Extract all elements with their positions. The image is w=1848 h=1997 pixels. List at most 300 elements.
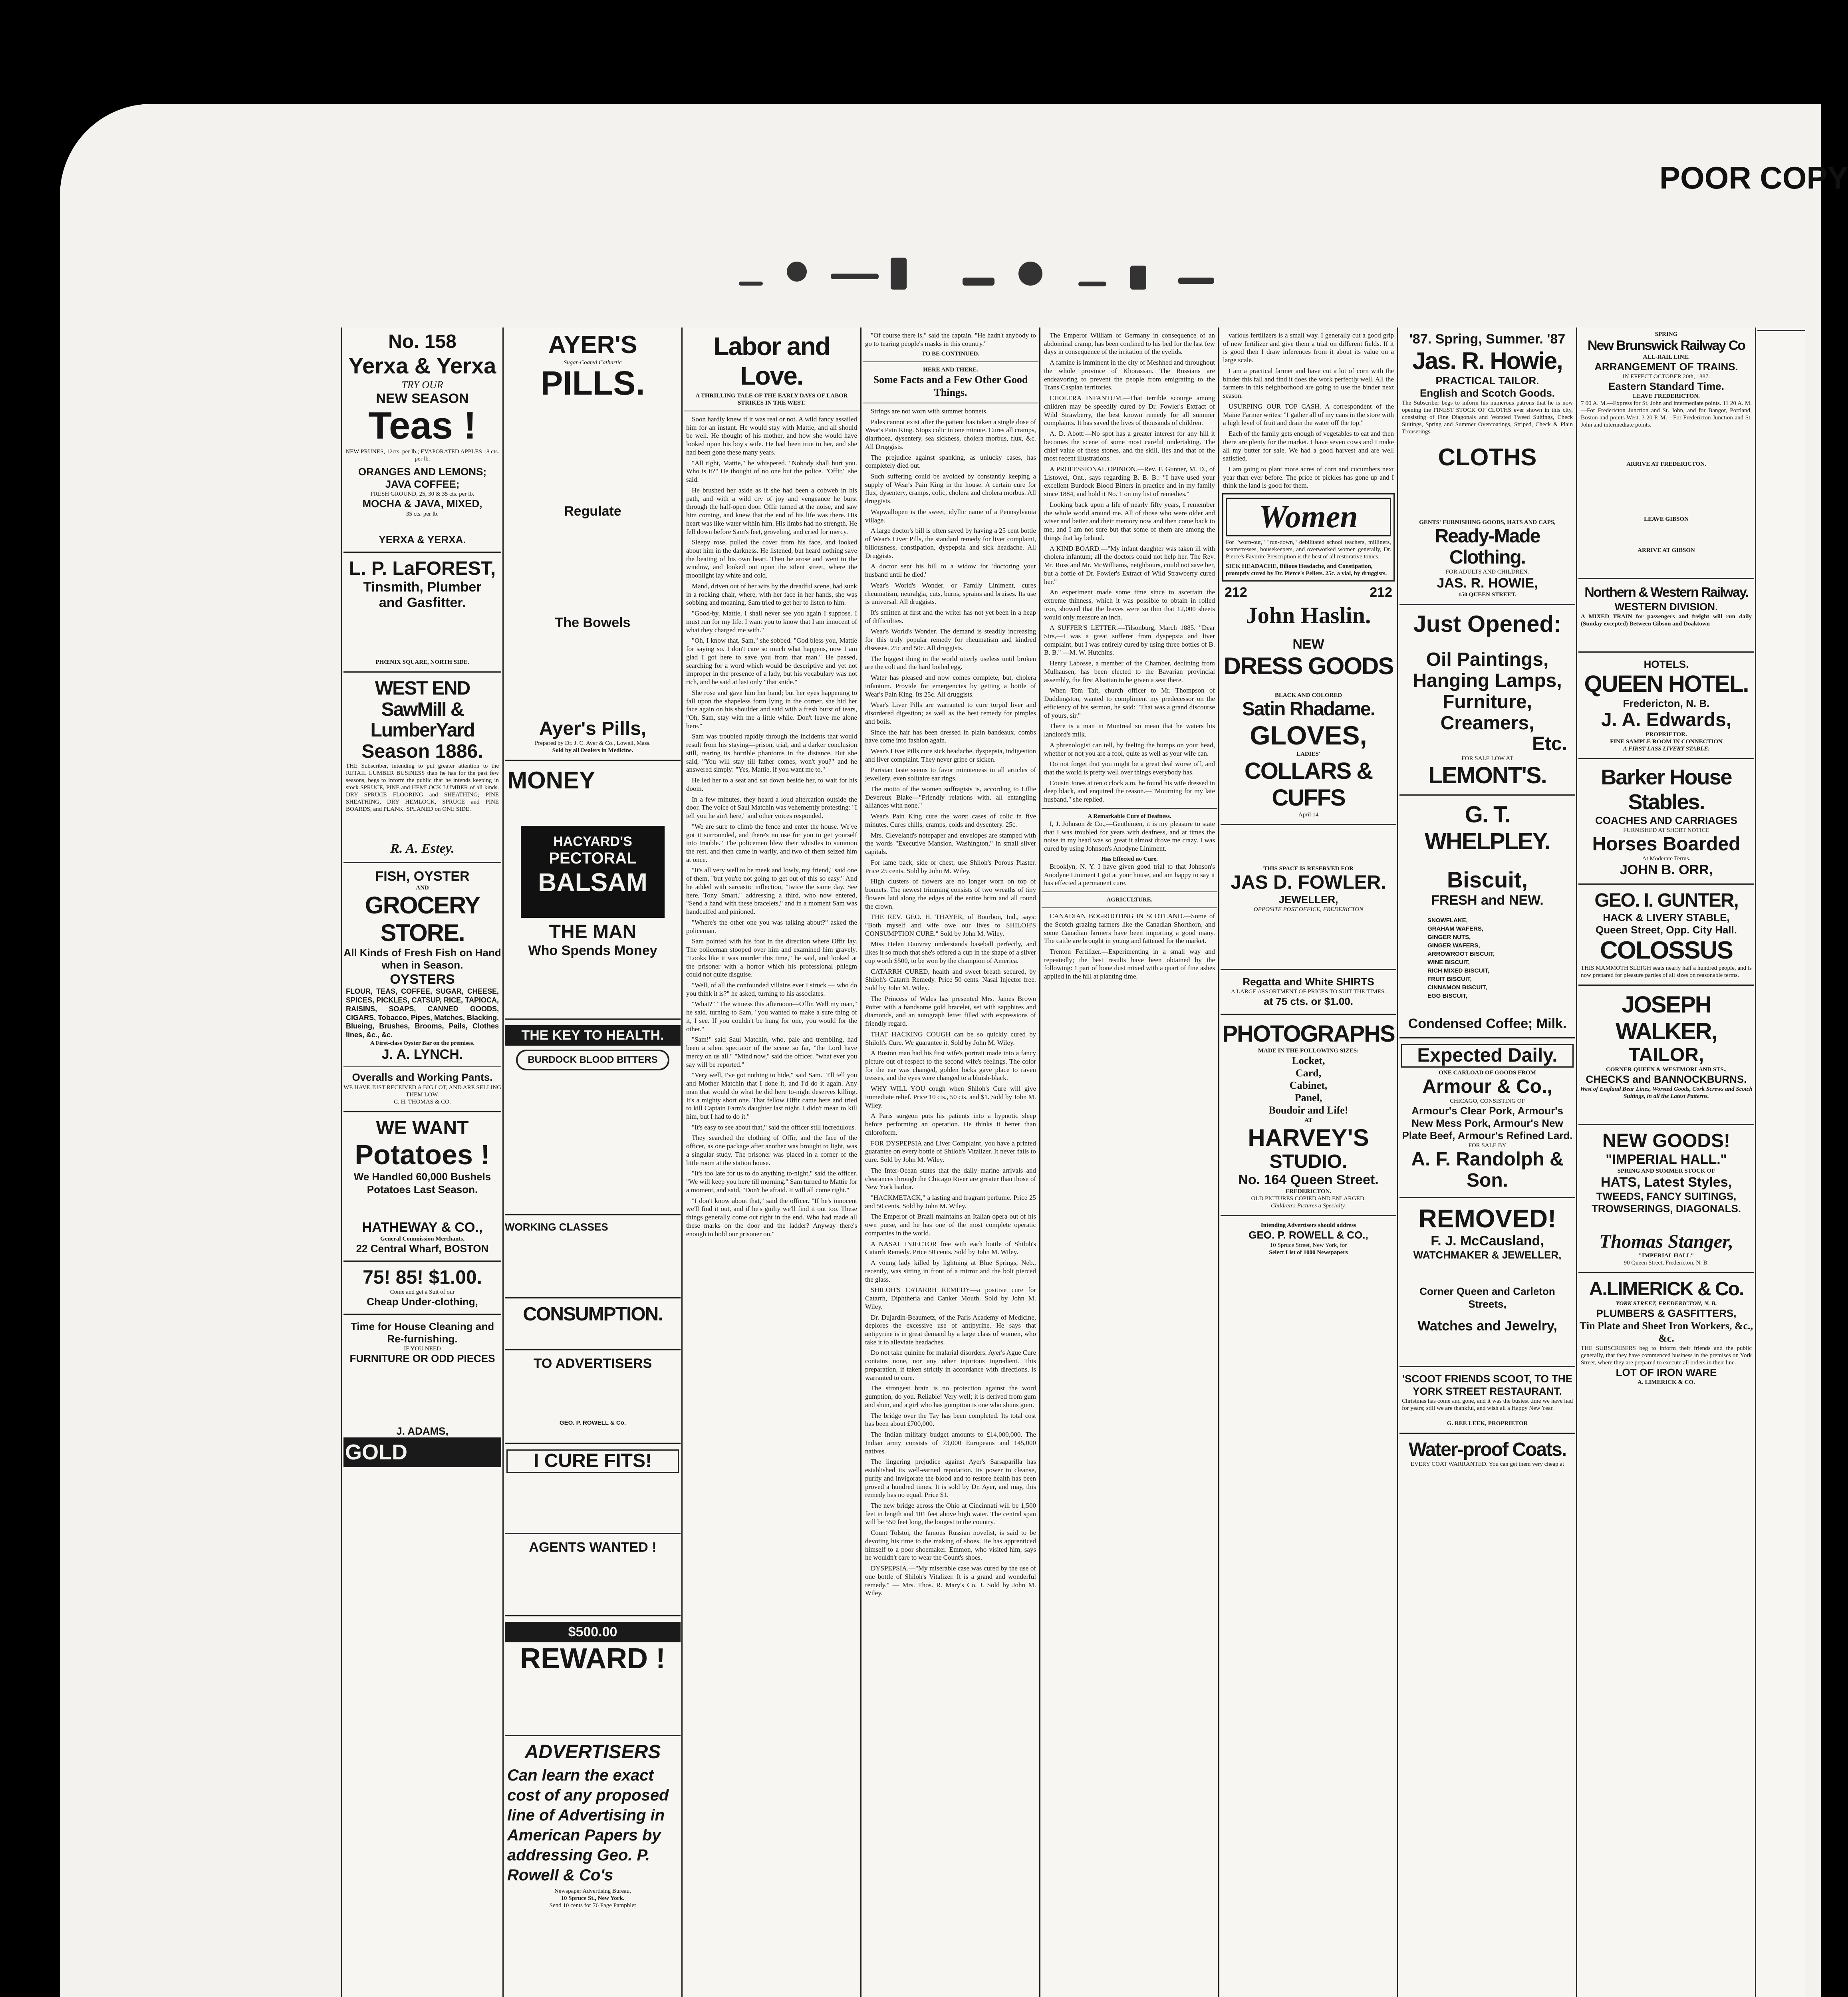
column-1 <box>343 328 501 1997</box>
harvey-fredericton: FREDERICTON. <box>1285 1188 1332 1195</box>
trowserings-line: TROWSERINGS, DIAGONALS. <box>1591 1203 1741 1215</box>
story-paragraph: She rose and gave him her hand; but her eyes happening to fall upon the shapeless form lying in the corner, she hid her face again on his shoulder and said with a fresh burst of tears, "Oh, Sam, stay with me a little while. Don't leave me alone here." <box>686 689 857 730</box>
leave-fredericton: LEAVE FREDERICTON. <box>1633 393 1700 400</box>
story-subtitle: A THRILLING TALE OF THE EARLY DAYS OF LABOR STRIKES IN THE WEST. <box>695 393 848 406</box>
carload-line: ONE CARLOAD OF GOODS FROM <box>1439 1070 1536 1076</box>
dress-goods: DRESS GOODS <box>1223 653 1393 680</box>
ayers-sold: Sold by all Dealers in Medicine. <box>552 747 633 754</box>
news-item: Strings are not worn with summer bonnets. <box>871 407 988 415</box>
size-boudoir: Boudoir and Life! <box>1268 1104 1348 1116</box>
creamers-word: Creamers, <box>1440 712 1534 734</box>
to-advertisers: TO ADVERTISERS <box>533 1356 652 1371</box>
news-item: Do not take quinine for malarial disorders. Ayer's Ague Cure contains none, nor any other injurious ingredient. This preparation, if taken strictly in accordance with directions, is warranted to cure. <box>865 1349 1036 1382</box>
pills-heading: PILLS. <box>540 364 645 402</box>
biscuit-item: GRAHAM WAFERS, <box>1427 925 1483 933</box>
cure-fits: I CURE FITS! <box>506 1449 679 1473</box>
next-page-edge <box>1757 328 1805 1997</box>
gloves-heading: GLOVES, <box>1250 721 1367 750</box>
condensed-line: Condensed Coffee; Milk. <box>1408 1016 1567 1032</box>
leek-proprietor: G. REE LEEK, PROPRIETOR <box>1447 1420 1528 1427</box>
can-learn: Can learn the exact cost of any proposed line of Advertising in American Papers by addressing Geo. P. Rowell & Co's <box>507 1766 669 1884</box>
news-item: Each of the family gets enough of vegetables to eat and then there are plenty for the market. I have seven cows and I make all my butter for sale. We had a good harvest and are well satisfied. <box>1223 430 1394 463</box>
reward-amount: $500.00 <box>505 1622 681 1642</box>
news-item: Cousin Jones at ten o'clock a.m. he found his wife dressed in deep black, and enquired the reason.—"Mourning for my late husband," she replied. <box>1044 779 1215 804</box>
story-paragraph: "What?" "The witness this afternoon—Offir. Well my man," he said, turning to Sam, "you wanted to make a sure thing of it, I see. If you couldn't be hung for one, you would for the other." <box>686 1000 857 1033</box>
teas-heading: Teas ! <box>368 404 476 447</box>
news-item: The Indian military budget amounts to £14,000,000. The Indian army consists of 73,000 Europeans and 145,000 natives. <box>865 1431 1036 1455</box>
howie-name: Jas. R. Howie, <box>1412 347 1562 375</box>
western-division: WESTERN DIVISION. <box>1614 600 1718 613</box>
news-item: A young lady killed by lightning at Blue Springs, Neb., recently, was sitting in front of a mirror and the bolt pierced the glass. <box>865 1259 1036 1283</box>
estey-signature: R. A. Estey. <box>390 841 455 856</box>
agents-wanted: AGENTS WANTED ! <box>529 1539 657 1555</box>
west-end: WEST END <box>375 677 470 699</box>
news-item: Pales cannot exist after the patient has taken a single dose of Wear's Pain King. Stops colic in one minute. Cures all cramps, diarrhoea, dysentery, sea sickness, cholera morbus, flux, &c. All Druggists. <box>865 418 1036 451</box>
news-item: A large doctor's bill is often saved by having a 25 cent bottle of Wear's Liver Pills, the standard remedy for liver complaint, biliousness, constipation, dyspepsia and sick headache. All Druggists. <box>865 527 1036 560</box>
hats-line: HATS, Latest Styles, <box>1600 1175 1732 1190</box>
photographs-heading: PHOTOGRAPHS <box>1222 1020 1395 1047</box>
news-item: A famine is imminent in the city of Meshhed and throughout the whole province of Khorassan. The Russians are endeavoring to prevent the people from emigrating to the Trans Caspian territories. <box>1044 359 1215 391</box>
story-paragraph: "Of course there is," said the captain. "He hadn't anybody to go to tearing people's masks in this country." <box>865 332 1036 347</box>
news-item: Count Tolstoi, the famous Russian novelist, is said to be devoting his time to the making of shoes. He has apprenticed himself to a poor shoemaker. Emmon, who visited him, says he wouldn't care to wear the Count's shoes. <box>865 1529 1036 1562</box>
biscuit-item: GINGER WAFERS, <box>1427 942 1480 949</box>
deafness-title: A Remarkable Cure of Deafness. <box>1088 813 1171 820</box>
news-item: The lingering prejudice against Ayer's Sarsaparilla has established its well-earned reputation. Its power to cleanse, purify and invigorate the blood and to restore health has been proved a hundred times. It is sold by Dr. Ayer, and may, this remedy has no equal. Price $1. <box>865 1458 1036 1499</box>
reserved-line: THIS SPACE IS RESERVED FOR <box>1263 865 1354 872</box>
story-paragraph: Soon hardly knew if it was real or not. A wild fancy assailed him for an instant. He would stay with Mattie, and all should be well. He thought of his mother, and how she would have looked upon his boy's wife. He had been true to her, and she had been gone these many years. <box>686 415 857 456</box>
story-title: Labor and Love. <box>713 332 830 390</box>
story-paragraph: He led her to a seat and sat down beside her, to wait for his doom. <box>686 776 857 792</box>
news-item: A Boston man had his first wife's portrait made into a fancy picture out of respect to the second wife's feelings. The color for the ear was changed, golden locks gave place to raven tresses, and the eyes were changed to a bluish-black. <box>865 1049 1036 1082</box>
imperial-hall: "IMPERIAL HALL." <box>1606 1151 1727 1167</box>
colossus: COLOSSUS <box>1600 937 1733 965</box>
column-rule <box>1218 328 1219 1997</box>
hanging-lamps: Hanging Lamps, <box>1413 670 1562 691</box>
story-paragraph: "It's too late for us to do anything to-night," said the officer. "We will keep you here till morning." Sam turned to Mattie for a moment, and said, "Don't be afraid. It will all come right." <box>686 1169 857 1194</box>
news-item: DYSPEPSIA.—"My miserable case was cured by the use of one bottle of Shiloh's Vitalizer. It is a grand and wonderful remedy." — Mrs. Thos. R. Mary's Co. J. Sold by John M. Wiley. <box>865 1564 1036 1597</box>
whelpley-name: G. T. WHELPLEY. <box>1425 802 1550 855</box>
expected-daily: Expected Daily. <box>1401 1044 1574 1068</box>
pamphlet-line: Send 10 cents for 76 Page Pamphlet <box>549 1902 636 1909</box>
harvey-name: HARVEY'S <box>1248 1124 1369 1151</box>
agriculture-heading: AGRICULTURE. <box>1106 897 1153 903</box>
rowell-address: 10 Spruce Street, New York, for <box>1270 1242 1347 1249</box>
practical-tailor: PRACTICAL TAILOR. <box>1435 375 1539 387</box>
mixed-train: A MIXED TRAIN for passengers and freight will run daily (Sunday excepted) Between Gibson and Doaktown <box>1581 613 1752 627</box>
biscuit-item: ARROWROOT BISCUIT, <box>1427 951 1495 958</box>
yerxa-firm: Yerxa & Yerxa <box>348 353 496 378</box>
news-item: A Paris surgeon puts his patients into a hypnotic sleep before performing an operation. He thinks it better than chloroform. <box>865 1112 1036 1136</box>
tin-plate: Tin Plate and Sheet Iron Workers, &c., &c. <box>1579 1320 1753 1344</box>
column-8 <box>1578 328 1754 1997</box>
story-paragraph: "We are sure to climb the fence and enter the house. We've got it surrounded, and there's no use for you to get yourself into trouble." The policemen blew their whistles to summon the rest, and then came in warily, and two of them seized him at once. <box>686 822 857 864</box>
news-item: The Emperor William of Germany in consequence of an abdominal cramp, has been confined to his bed for the last few days in consequence of the irritation of the eyelids. <box>1044 332 1215 356</box>
groceries-list: FLOUR, TEAS, COFFEE, SUGAR, CHEESE, SPICES, PICKLES, CATSUP, RICE, TAPIOCA, RAISINS, SOAPS, CANNED GOODS, CIGARS, Tobacco, Pipes, Matches, Blacking, Blueing, Brushes, Brooms, Pails, Clothes lines, &c., &c. <box>346 987 499 1039</box>
new-goods: NEW GOODS! <box>1602 1130 1730 1152</box>
howie-signature: JAS. R. HOWIE, <box>1437 576 1538 591</box>
news-item: "HACKMETACK," a lasting and fragrant perfume. Price 25 and 50 cents. Sold by John M. Wiley. <box>865 1194 1036 1210</box>
news-item: I, J. Johnson & Co.,—Gentlemen, it is my pleasure to state that I was troubled for years with deafness, and at times the noise in my head was so great it almost drove me crazy. I was cured by using Johnson's Anodyne Liniment. <box>1044 820 1215 853</box>
oil-paintings: Oil Paintings, <box>1426 649 1549 671</box>
yerxa-signature: YERXA & YERXA. <box>379 533 466 546</box>
consumption-heading: CONSUMPTION. <box>523 1304 663 1325</box>
news-item: A KIND BOARD.—"My infant daughter was taken ill with cholera infantum; all the doctors could not help her. The Rev. Mr. Ross and Mr. McWilliams, neighbours, could not save her, but a bottle of Dr. Fowler's Extract of Wild Strawberry cured her." <box>1044 544 1215 586</box>
train-text: 7 00 A. M.—Express for St. John and intermediate points. 11 20 A. M.—For Fredericton Junction and St. John, and for Bangor, Portland, Boston and points West. 3 20 P. M.—For Fredericton Junction and St. John and intermediate points. <box>1581 400 1752 429</box>
ayers-pills-sig: Ayer's Pills, <box>539 718 647 740</box>
horses-boarded: Horses Boarded <box>1592 834 1741 855</box>
story-paragraph: "Where's the other one you was talking about?" asked the policeman. <box>686 918 857 935</box>
spruce-st: 10 Spruce St., New York. <box>561 1895 625 1902</box>
childrens-line: Children's Pictures a Specialty. <box>1271 1203 1346 1209</box>
april-date: April 14 <box>1298 812 1319 818</box>
orr-name: JOHN B. ORR, <box>1620 862 1713 877</box>
queen-street: No. 164 Queen Street. <box>1238 1172 1379 1188</box>
spring-summer-stock: SPRING AND SUMMER STOCK OF <box>1617 1168 1715 1175</box>
regatta-shirts: Regatta and White SHIRTS <box>1243 976 1374 988</box>
news-item: Since the hair has been dressed in plain bandeaux, combs have come into fashion again. <box>865 728 1036 744</box>
poor-copy-banner: POOR COPY <box>1659 160 1848 195</box>
news-item: CANADIAN BOGROOTING IN SCOTLAND.—Some of the Scotch grazing farmers like the Canadian Shorthorn, and some Canadian farmers have been importing a good many. The cattle are brought in young and fattened for the market. <box>1044 912 1215 945</box>
biscuit-item: RICH MIXED BISCUIT, <box>1427 967 1490 975</box>
news-item: When Tom Tait, church officer to Mr. Thompson of Duddingston, wanted to compliment my predecessor on the efficiency of his sermon, he said: "That was a grand discourse of yours, sir." <box>1044 687 1215 719</box>
fish-text: All Kinds of Fresh Fish on Hand when in Season. <box>343 947 501 971</box>
news-item: SHILOH'S CATARRH REMEDY—a positive cure for Catarrh, Diphtheria and Canker Mouth. Sold by John M. Wiley. <box>865 1286 1036 1310</box>
coaches-line: COACHES AND CARRIAGES <box>1595 814 1737 826</box>
rowell-name: GEO. P. ROWELL & CO., <box>1249 1229 1368 1241</box>
lemonts: LEMONT'S. <box>1428 762 1546 789</box>
who-spends: Who Spends Money <box>528 943 657 958</box>
all-rail: ALL-RAIL LINE. <box>1643 354 1690 361</box>
column-rule <box>1576 328 1577 1997</box>
arrangement: ARRANGEMENT OF TRAINS. <box>1594 361 1738 373</box>
biscuit-item: GINGER NUTS, <box>1427 934 1471 941</box>
story-paragraph: "It's easy to see about that," said the officer still incredulous. <box>692 1123 856 1131</box>
collars-cuffs: COLLARS & CUFFS <box>1244 758 1373 811</box>
advertisers-heading: ADVERTISERS <box>524 1741 661 1763</box>
limerick-text: THE SUBSCRIBERS beg to inform their friends and the public generally, that they have commenced business in the premises on York Street, where they are prepared to execute all orders in their line. <box>1581 1345 1752 1366</box>
news-item: CATARRH CURED, health and sweet breath secured, by Shiloh's Catarrh Remedy. Price 50 cents. Nasal Injector free. Sold by John M. Wiley. <box>865 967 1036 992</box>
nb-railway: New Brunswick Railway Co <box>1587 338 1745 353</box>
just-opened: Just Opened: <box>1413 611 1562 637</box>
removed-heading: REMOVED! <box>1418 1204 1556 1233</box>
oranges-line: ORANGES AND LEMONS; <box>358 466 487 478</box>
balsam-bottle-icon <box>521 826 665 918</box>
fresh-ground: FRESH GROUND, 25, 30 & 35 cts. per lb. <box>370 491 474 498</box>
hotels-heading: HOTELS. <box>1644 658 1689 670</box>
walker-corner: CORNER QUEEN & WESTMORLAND STS., <box>1606 1066 1727 1073</box>
xmas-text: Christmas has come and gone, and it was the busiest time we have had for years; still we are thankful, and wish all a Happy New Year. <box>1402 1398 1573 1412</box>
newspaper-page <box>343 328 1805 1997</box>
biscuit-item: EGG BISCUIT, <box>1427 993 1468 1000</box>
new-word: NEW <box>1292 637 1324 652</box>
column-3 <box>684 328 859 1997</box>
ladies-word: LADIES' <box>1296 751 1321 758</box>
news-item: The strongest brain is no protection against the word gumption, do you. Reliable! Very well; it is derived from gum and shun, and a girl who has gumption is one who shuns gum. <box>865 1384 1036 1409</box>
story-paragraph: Sam was troubled rapidly through the incidents that would result from his staying—prison, trial, and a darker conclusion still, rearing its horrible phantoms in the distance. But she said, "You will stay till father comes, won't you?" and he answered simply: "Yes, Mattie, if you want me to." <box>686 732 857 774</box>
armour-list: Armour's Clear Pork, Armour's New Mess Pork, Armour's New Plate Beef, Armour's Refined Lard. <box>1402 1104 1573 1142</box>
queen-hotel-city: Fredericton, N. B. <box>1623 697 1710 709</box>
assortment-line: A LARGE ASSORTMENT OF PRICES TO SUIT THE TIMES. <box>1231 989 1386 995</box>
news-item: The Princess of Wales has presented Mrs. James Brown Potter with a handsome gold bracelet, set with sapphires and diamonds, and an autograph letter filled with expressions of friendly regard. <box>865 995 1036 1028</box>
ayers-prepared: Prepared by Dr. J. C. Ayer & Co., Lowell, Mass. <box>534 740 651 746</box>
arrive-gibson: ARRIVE AT GIBSON <box>1638 547 1695 554</box>
spring-summer: '87. Spring, Summer. '87 <box>1409 332 1566 347</box>
mocha-price: 35 cts. per lb. <box>406 510 439 517</box>
java-line: JAVA COFFEE; <box>385 478 460 490</box>
biscuit-item: SNOWFLAKE, <box>1427 917 1468 924</box>
if-you-need: IF YOU NEED <box>404 1346 441 1352</box>
ayers-sugar: Sugar-Coated Cathartic <box>564 359 622 366</box>
sample-room: FINE SAMPLE ROOM IN CONNECTION <box>1610 738 1723 745</box>
news-item: The Emperor of Brazil maintains an Italian opera out of his own purse, and he has one of the most complete operatic companies in the world. <box>865 1213 1036 1237</box>
story-paragraph: Mand, driven out of her wits by the dreadful scene, had sunk in a rocking chair, where, with her face in her hands, she was sobbing and moaning. Sam tried to get her to listen to him. <box>686 582 857 607</box>
news-item: The Inter-Ocean states that the daily marine arrivals and clearances through the Chicago River are greater than those of New York harbor. <box>865 1166 1036 1191</box>
made-sizes: MADE IN THE FOLLOWING SIZES: <box>1258 1047 1359 1054</box>
size-card: Card, <box>1295 1067 1322 1079</box>
story-paragraph: Sleepy rose, pulled the cover from his face, and looked about him in the darkness. He listened, but heard nothing save the beating of his own heart. Then he arose and went to the window, and looked out upon the silent street, where the moonlight lay white and cold. <box>686 538 857 580</box>
column-5 <box>1042 328 1217 1997</box>
at-word: AT <box>1304 1117 1312 1124</box>
here-and-there: HERE AND THERE. <box>923 367 978 373</box>
torn-masthead <box>739 246 1238 306</box>
stanger-address: 90 Queen Street, Fredericton, N. B. <box>1624 1260 1709 1266</box>
news-item: Wear's Liver Pills are warranted to cure torpid liver and disordered digestion; as well as the best remedy for pimples and boils. <box>865 701 1036 725</box>
news-item: CHOLERA INFANTUM.—That terrible scourge among children may be speedily cured by Dr. Fowler's Extract of Wild Strawberry, the best known remedy for all summer complaints. It has saved the lives of thousands of children. <box>1044 394 1215 427</box>
news-item: THE REV. GEO. H. THAYER, of Bourbon, Ind., says: "Both myself and wife owe our lives to SHILOH'S CONSUMPTION CURE." Sold by John M. Wiley. <box>865 913 1036 937</box>
column-rule <box>341 328 342 1997</box>
scoot-friends: 'SCOOT FRIENDS SCOOT, TO THE YORK STREET RESTAURANT. <box>1402 1372 1573 1398</box>
howie-text: The Subscriber begs to inform his numerous patrons that he is now opening the FINEST STOCK OF CLOTHS ever shown in this city, consisting of Fine Diagonals and Worsted Tweed Suitings, Check Suitings, Spring and Summer Overcoatings, Striped, Check & Plain Trouserings. <box>1402 400 1573 435</box>
column-rule <box>1755 328 1756 1997</box>
chicago-line: CHICAGO, CONSISTING OF <box>1450 1098 1525 1104</box>
for-adults: FOR ADULTS AND CHILDREN. <box>1445 569 1529 576</box>
news-item: The bridge over the Tay has been completed. Its total cost has been about £700,000. <box>865 1411 1036 1428</box>
gunter-name: GEO. I. GUNTER, <box>1594 890 1738 911</box>
time-for: Time for House Cleaning and Re-furnishing. <box>350 1320 494 1345</box>
laforest-address: PHŒNIX SQUARE, NORTH SIDE. <box>375 659 469 665</box>
furniture-line: FURNITURE OR ODD PIECES <box>349 1352 495 1365</box>
intending-line: Intending Advertisers should address <box>1260 1222 1356 1229</box>
oysters-heading: OYSTERS <box>390 971 455 987</box>
adams-signature: J. ADAMS, <box>396 1425 449 1437</box>
ready-made: Ready-Made Clothing. <box>1435 526 1540 568</box>
satin-rhadame: Satin Rhadame. <box>1242 699 1375 720</box>
money-heading: MONEY <box>507 766 595 794</box>
no-effect-title: Has Effected no Cure. <box>1101 856 1158 862</box>
story-paragraph: "Good-by, Mattie, I shall never see you again I suppose. I must run for my life. I want you to know that I am innocent of what they charged me with." <box>686 609 857 634</box>
biscuit-list <box>1427 916 1575 1000</box>
news-item: It's smitten at first and the writer has not yet been in a heap of difficulties. <box>865 609 1036 625</box>
story-paragraph: "I don't know about that," said the officer. "If he's innocent we'll find it out, and if he's guilty we'll find it out too. These things generally come out right in the end. Who had made all these marks on the door and the ladder? Anyway there's enough to hold our prisoner on." <box>686 1197 857 1238</box>
size-locket: Locket, <box>1292 1054 1325 1066</box>
biscuit-heading: Biscuit, <box>1447 867 1528 893</box>
and-word: AND <box>416 885 429 891</box>
column-rule <box>1397 328 1398 1997</box>
news-item: High clusters of flowers are no longer worn on top of bonnets. The newest trimming consists of two wreaths of tiny flowers laid along the edges of the entire brim and all round the crown. <box>865 877 1036 910</box>
potatoes-heading: Potatoes ! <box>355 1139 490 1171</box>
handled-line: We Handled 60,000 Bushels Potatoes Last Season. <box>353 1171 491 1195</box>
regulate-heading: Regulate <box>564 504 621 519</box>
price-line: 75! 85! $1.00. <box>363 1267 482 1288</box>
stanger-name: Thomas Stanger, <box>1599 1231 1734 1252</box>
mocha-line: MOCHA & JAVA, MIXED, <box>362 498 482 510</box>
women-ad <box>1222 493 1395 582</box>
news-item: Trenton Fertilizer.—Experimenting in a small way and repeatedly; the best results have been obtained by the following: 1 part of bone dust mixed with a quart of fine ashes applied in the hill at planting time. <box>1044 948 1215 981</box>
gold-heading: GOLD <box>343 1437 501 1467</box>
laforest-trade: Tinsmith, Plumber <box>363 579 482 595</box>
west-england: West of England Bear Lines, Worsted Goods, Cork Screws and Scotch Suitings, in all the Latest Patterns. <box>1580 1086 1753 1100</box>
working-classes: WORKING CLASSES <box>505 1221 608 1233</box>
cloth-type: English and Scotch Goods. <box>1419 387 1555 399</box>
northern-western: Northern & Western Railway. <box>1584 585 1748 600</box>
leave-gibson: LEAVE GIBSON <box>1644 516 1689 523</box>
story-paragraph: In a few minutes, they heard a loud altercation outside the door. The voice of Saul Matchin was vehemently protesting: "I tell you he ain't here," and other voices responded. <box>686 795 857 820</box>
news-item: I am a practical farmer and have cut a lot of corn with the binder this fall and find it does the work perfectly well. All the farmers in this neighborhood are going to use the binder next season. <box>1223 367 1394 400</box>
women-heading: Women <box>1226 498 1391 536</box>
furniture-word: Furniture, <box>1443 691 1532 713</box>
news-item: A phrenologist can tell, by feeling the bumps on your head, whether or not you are a fool, quite as well as your wife can. <box>1044 741 1215 757</box>
news-item: The motto of the women suffragists is, according to Lillie Devereux Blake—"Friendly relations with, all entangling alliances with none." <box>865 785 1036 810</box>
headache-text: SICK HEADACHE, Bilious Headache, and Constipation, promptly cured by Dr. Pierce's Pellets. 25c. a vial, by druggists. <box>1226 563 1387 577</box>
news-item: Wapwallopen is the sweet, idyllic name of a Pennsylvania village. <box>865 508 1036 524</box>
news-item: various fertilizers is a small way. I generally cut a good grip of new fertilizer and give them a trial on different fields. If it is good then I draw inferences from it about its value on a large scale. <box>1223 332 1394 364</box>
rowell-signature: GEO. P. ROWELL & Co. <box>559 1419 626 1427</box>
thomas-signature: C. H. THOMAS & CO. <box>394 1098 451 1105</box>
story-paragraph: They searched the clothing of Offir, and the face of the officer, as one package after another was brought to light, was a singular study. The prisoner was placed in a corner of the little room at the station house. <box>686 1134 857 1167</box>
walker-name: JOSEPH WALKER, <box>1616 992 1717 1045</box>
effect-line: IN EFFECT OCTOBER 20th, 1887. <box>1622 373 1710 380</box>
select-list: Select List of 1000 Newspapers <box>1269 1249 1348 1256</box>
walker-tailor: TAILOR, <box>1628 1044 1704 1066</box>
fish-oyster: FISH, OYSTER <box>375 869 470 884</box>
the-man-heading: THE MAN <box>549 921 637 943</box>
cheap-clothing: Cheap Under-clothing, <box>367 1295 478 1308</box>
laforest-trade-2: and Gasfitter. <box>379 595 466 610</box>
news-item: The biggest thing in the world utterly useless until broken are the colt and the hard boiled egg. <box>865 655 1036 671</box>
burdock-bottle-icon: BURDOCK BLOOD BITTERS <box>516 1050 669 1070</box>
checks-line: CHECKS and BANNOCKBURNS. <box>1586 1073 1747 1085</box>
etc-word: Etc. <box>1532 733 1567 755</box>
hack-livery: HACK & LIVERY STABLE, <box>1603 911 1730 923</box>
here-there-subtitle: Some Facts and a Few Other Good Things. <box>873 374 1028 398</box>
news-item: Wear's World's Wonder. The demand is steadily increasing for this truly popular remedy for rheumatism and kindred diseases. 25c and 50c. All druggists. <box>865 627 1036 652</box>
news-item: Parisian taste seems to favor minuteness in all articles of jewellery, even solitaire ear rings. <box>865 766 1036 782</box>
news-item: Mrs. Cleveland's notepaper and envelopes are stamped with the words "Executive Mansion, Washington," in small silver capitals. <box>865 831 1036 856</box>
waterproof-coats: Water-proof Coats. <box>1408 1439 1566 1461</box>
ayers-heading: AYER'S <box>548 331 637 359</box>
try-our: TRY OUR <box>401 379 443 391</box>
eastern-time: Eastern Standard Time. <box>1608 380 1724 393</box>
oyster-bar: A First-class Oyster Bar on the premises. <box>370 1040 475 1047</box>
jeweller-word: JEWELLER, <box>1278 893 1338 905</box>
arrive-fredericton: ARRIVE AT FREDERICTON. <box>1626 461 1706 468</box>
news-item: A NASAL INJECTOR free with each bottle of Shiloh's Catarrh Remedy. Price 50 cents. Sold by John M. Wiley. <box>865 1240 1036 1256</box>
biscuit-item: FRUIT BISCUIT, <box>1427 976 1472 983</box>
overalls-heading: Overalls and Working Pants. <box>352 1071 493 1084</box>
story-paragraph: "It's all very well to be meek and lowly, my friend," said one of them, "but you're not going to get out of this so easy." And he added with sarcastic inflection, "twice the same day. See here, Tony Smart," addressing a third, who now entered, "Send a hand with these bracelets," and in a moment Sam was handcuffed and pinioned. <box>686 866 857 916</box>
colossus-text: THIS MAMMOTH SLEIGH seats nearly half a hundred people, and is now prepared for pleasure parties of all sizes on reasonable terms. <box>1581 965 1752 979</box>
story-paragraph: "Sam!" said Saul Matchin, who, pale and trembling, had been a silent spectator of the scene so far, "the Lord have mercy on us all." "Mind now," said the officer, "what ever you say will be reported." <box>686 1036 857 1068</box>
come-line: Come and get a Suit of our <box>390 1288 455 1295</box>
black-colored: BLACK AND COLORED <box>1274 692 1342 699</box>
mccausland-name: F. J. McCausland, <box>1431 1233 1544 1249</box>
news-item: FOR DYSPEPSIA and Liver Complaint, you have a printed guarantee on every bottle of Shiloh's Vitalizer. It never fails to cure. Sold by John M. Wiley. <box>865 1139 1036 1164</box>
column-rule <box>860 328 861 1997</box>
story-paragraph: Sam pointed with his foot in the direction where Offir lay. The policeman stooped over him and examined him gravely. "Looks like it was murder this time," he said, and looked at the prisoner with a horror which his professional phlegm could not quite disguise. <box>686 937 857 979</box>
news-item: Brooklyn, N. Y. I have given good trial to that Johnson's Anodyne Liniment I got at your house, and am happy to say it has effected a permanent cure. <box>1044 862 1215 887</box>
tweeds-line: TWEEDS, FANCY SUITINGS, <box>1596 1190 1737 1203</box>
story-paragraph: "All right, Mattie," he whispered. "Nobody shall hurt you. Who is it?" He thought of no one but the police. "Offir," she said. <box>686 459 857 484</box>
plumbers-line: PLUMBERS & GASFITTERS, <box>1596 1307 1737 1320</box>
size-panel: Panel, <box>1294 1092 1322 1104</box>
lumber-text: THE Subscriber, intending to put greater attention to the RETAIL LUMBER BUSINESS than he has for the past few seasons, begs to inform the public that he intends keeping in stock SPRUCE, PINE and HEMLOCK LUMBER of all kinds. DRY SPRUCE FLOORING and SHEATHING; PINE SHEATHING, DRY HEMLOCK, SPRUCE and PINE BOARDS, and PLANK. SPLANED on ONE SIDE. <box>346 763 499 812</box>
gents-line: GENTS' FURNISHING GOODS, HATS AND CAPS, <box>1419 519 1556 526</box>
number-right: 212 <box>1370 585 1392 600</box>
biscuit-item: WINE BISCUIT, <box>1427 959 1470 966</box>
news-item: Looking back upon a life of nearly fifty years, I remember the whole world around me. All of those who were older and wiser and better and their memory now and then come back to me, and I am not sure but that some of them are among the things that lay behind. <box>1044 500 1215 542</box>
news-item: Wear's World's Wonder, or Family Liniment, cures rheumatism, neuralgia, cuts, burns, sprains and bruises. Its use is universal. All druggists. <box>865 581 1036 606</box>
pectoral-label: PECTORAL <box>549 849 637 867</box>
limerick-signature: A. LIMERICK & CO. <box>1638 1379 1695 1386</box>
livery-stable: A FIRST-LASS LIVERY STABLE. <box>1623 745 1710 752</box>
news-item: Dr. Dujardin-Beaumetz, of the Paris Academy of Medicine, deplores the excessive use of antipyrine. He says that antipyrine is in great demand by a large class of women, who take it to alleviate headaches. <box>865 1313 1036 1346</box>
lot-note: WE HAVE JUST RECEIVED A BIG LOT, AND ARE SELLING THEM LOW. <box>343 1084 501 1098</box>
sawmill-heading: SawMill & LumberYard <box>370 699 474 741</box>
news-item: A. D. Abott:—No spot has a greater interest for any hill it becomes the scene of some most careful undertaking. The chief value of these stones, and the skill, lies and that of the most recent illustrations. <box>1044 430 1215 463</box>
ad-number: No. 158 <box>388 331 457 352</box>
news-item: Wear's Liver Pills cure sick headache, dyspepsia, indigestion and liver complaint. They never gripe or sicken. <box>865 747 1036 763</box>
for-sale-low: FOR SALE LOW AT <box>1461 755 1513 762</box>
commission-line: General Commission Merchants, <box>380 1235 464 1242</box>
wharf-line: 22 Central Wharf, BOSTON <box>356 1242 489 1255</box>
number-left: 212 <box>1225 585 1247 600</box>
season-1886: Season 1886. <box>361 741 483 762</box>
news-item: There is a man in Montreal so mean that he waters his landlord's milk. <box>1044 722 1215 738</box>
news-item: The new bridge across the Ohio at Cincinnati will be 1,500 feet in length and 101 feet above high water. The central span will be 550 feet long, the longest in the country. <box>865 1501 1036 1526</box>
story-paragraph: "Very well, I've got nothing to hide," said Sam. "I'll tell you and Mother Matchin that I done it, and I'd do it again. Any man that would do what he did here to-night deserves killing. It's a mighty short one. That fellow Offir came here and tried to kill Captain Farm's daughter last night. I didn't mean to kill him, but I had to do it." <box>686 1071 857 1121</box>
cloths-heading: CLOTHS <box>1438 444 1537 471</box>
barker-stables: Barker House Stables. <box>1601 765 1732 814</box>
column-rule <box>681 328 683 1997</box>
column-rule <box>1039 328 1040 1997</box>
prunes-line: NEW PRUNES, 12cts. per lb.; EVAPORATED APPLES 18 cts. per lb. <box>345 449 499 463</box>
stanger-hall: "IMPERIAL HALL" <box>1638 1253 1694 1259</box>
story-paragraph: "Well, of all the confounded villains ever I struck — who do you think it is?" he asked, turning to his associates. <box>686 981 857 997</box>
news-item: A SUFFER'S LETTER.—Tilsonburg, March 1885. "Dear Sirs,—I was a great sufferer from dyspepsia and liver complaint, but I was entirely cured by using three bottles of B. B. B." —M. W. Hutchins. <box>1044 624 1215 657</box>
news-item: Wear's Pain King cure the worst cases of colic in five minutes. Cures chills, cramps, colds and dysentery. 25c. <box>865 812 1036 828</box>
studio-word: STUDIO. <box>1269 1151 1348 1172</box>
york-street: YORK STREET, FREDERICTON, N. B. <box>1616 1300 1717 1307</box>
news-item: An experiment made some time since to ascertain the extreme thinness, which it was possible to obtain in rolled iron, showed that the leaves were so thin that 12,000 sheets would only measure an inch. <box>1044 588 1215 621</box>
limerick-name: A.LIMERICK & Co. <box>1589 1278 1744 1300</box>
news-item: USURPING OUR TOP CASH. A correspondent of the Maine Farmer writes: "I gather all of my cans in the store with a high level of fruit and drain the water off the top." <box>1223 402 1394 427</box>
for-sale-by: FOR SALE BY <box>1468 1142 1507 1149</box>
story-paragraph: He brushed her aside as if she had been a cobweb in his path, and with a wild cry of joy and vengeance he burst through the half-open door. Offir turned at the noise, and saw him coming, and knew that the end of his life was there. His heart was like water within him. His limbs had no strength. He fell down before Sam's feet, groveling, and cried for mercy. <box>686 486 857 536</box>
corner-line: Corner Queen and Carleton Streets, <box>1419 1285 1555 1310</box>
furnished-line: FURNISHED AT SHORT NOTICE <box>1623 827 1709 834</box>
news-item: WHY WILL YOU cough when Shiloh's Cure will give immediate relief. Price 10 cts., 50 cts. and $1. Sold by John M. Wiley. <box>865 1085 1036 1109</box>
news-item: A PROFESSIONAL OPINION.—Rev. F. Gunner, M. D., of Listowel, Ont., says regarding B. B. B.: "I have used your excellent Burdock Blood Bitters in practice and in my family since 1884, and hold it No. 1 on my list of remedies." <box>1044 465 1215 498</box>
story-paragraph: "Oh, I know that, Sam," she sobbed. "God bless you, Mattie for saying so. I don't care so much what happens, now I am glad I got here to save you from that man." He passed, searching for a word which would be descriptive and yet not improper in the presence of a lady, but his vocabulary was not rich, and he said at last only "that snide." <box>686 637 857 686</box>
hatheway-name: HATHEWAY & CO., <box>362 1219 483 1235</box>
biscuit-item: CINNAMON BISCUIT, <box>1427 984 1487 991</box>
column-7 <box>1399 328 1575 1997</box>
queen-opp: Queen Street, Opp. City Hall. <box>1596 923 1737 936</box>
key-health-heading: THE KEY TO HEALTH. <box>505 1025 681 1046</box>
balsam-label: BALSAM <box>538 867 647 897</box>
bowels-heading: The Bowels <box>555 615 631 631</box>
laforest-name: L. P. LaFOREST, <box>349 558 496 579</box>
